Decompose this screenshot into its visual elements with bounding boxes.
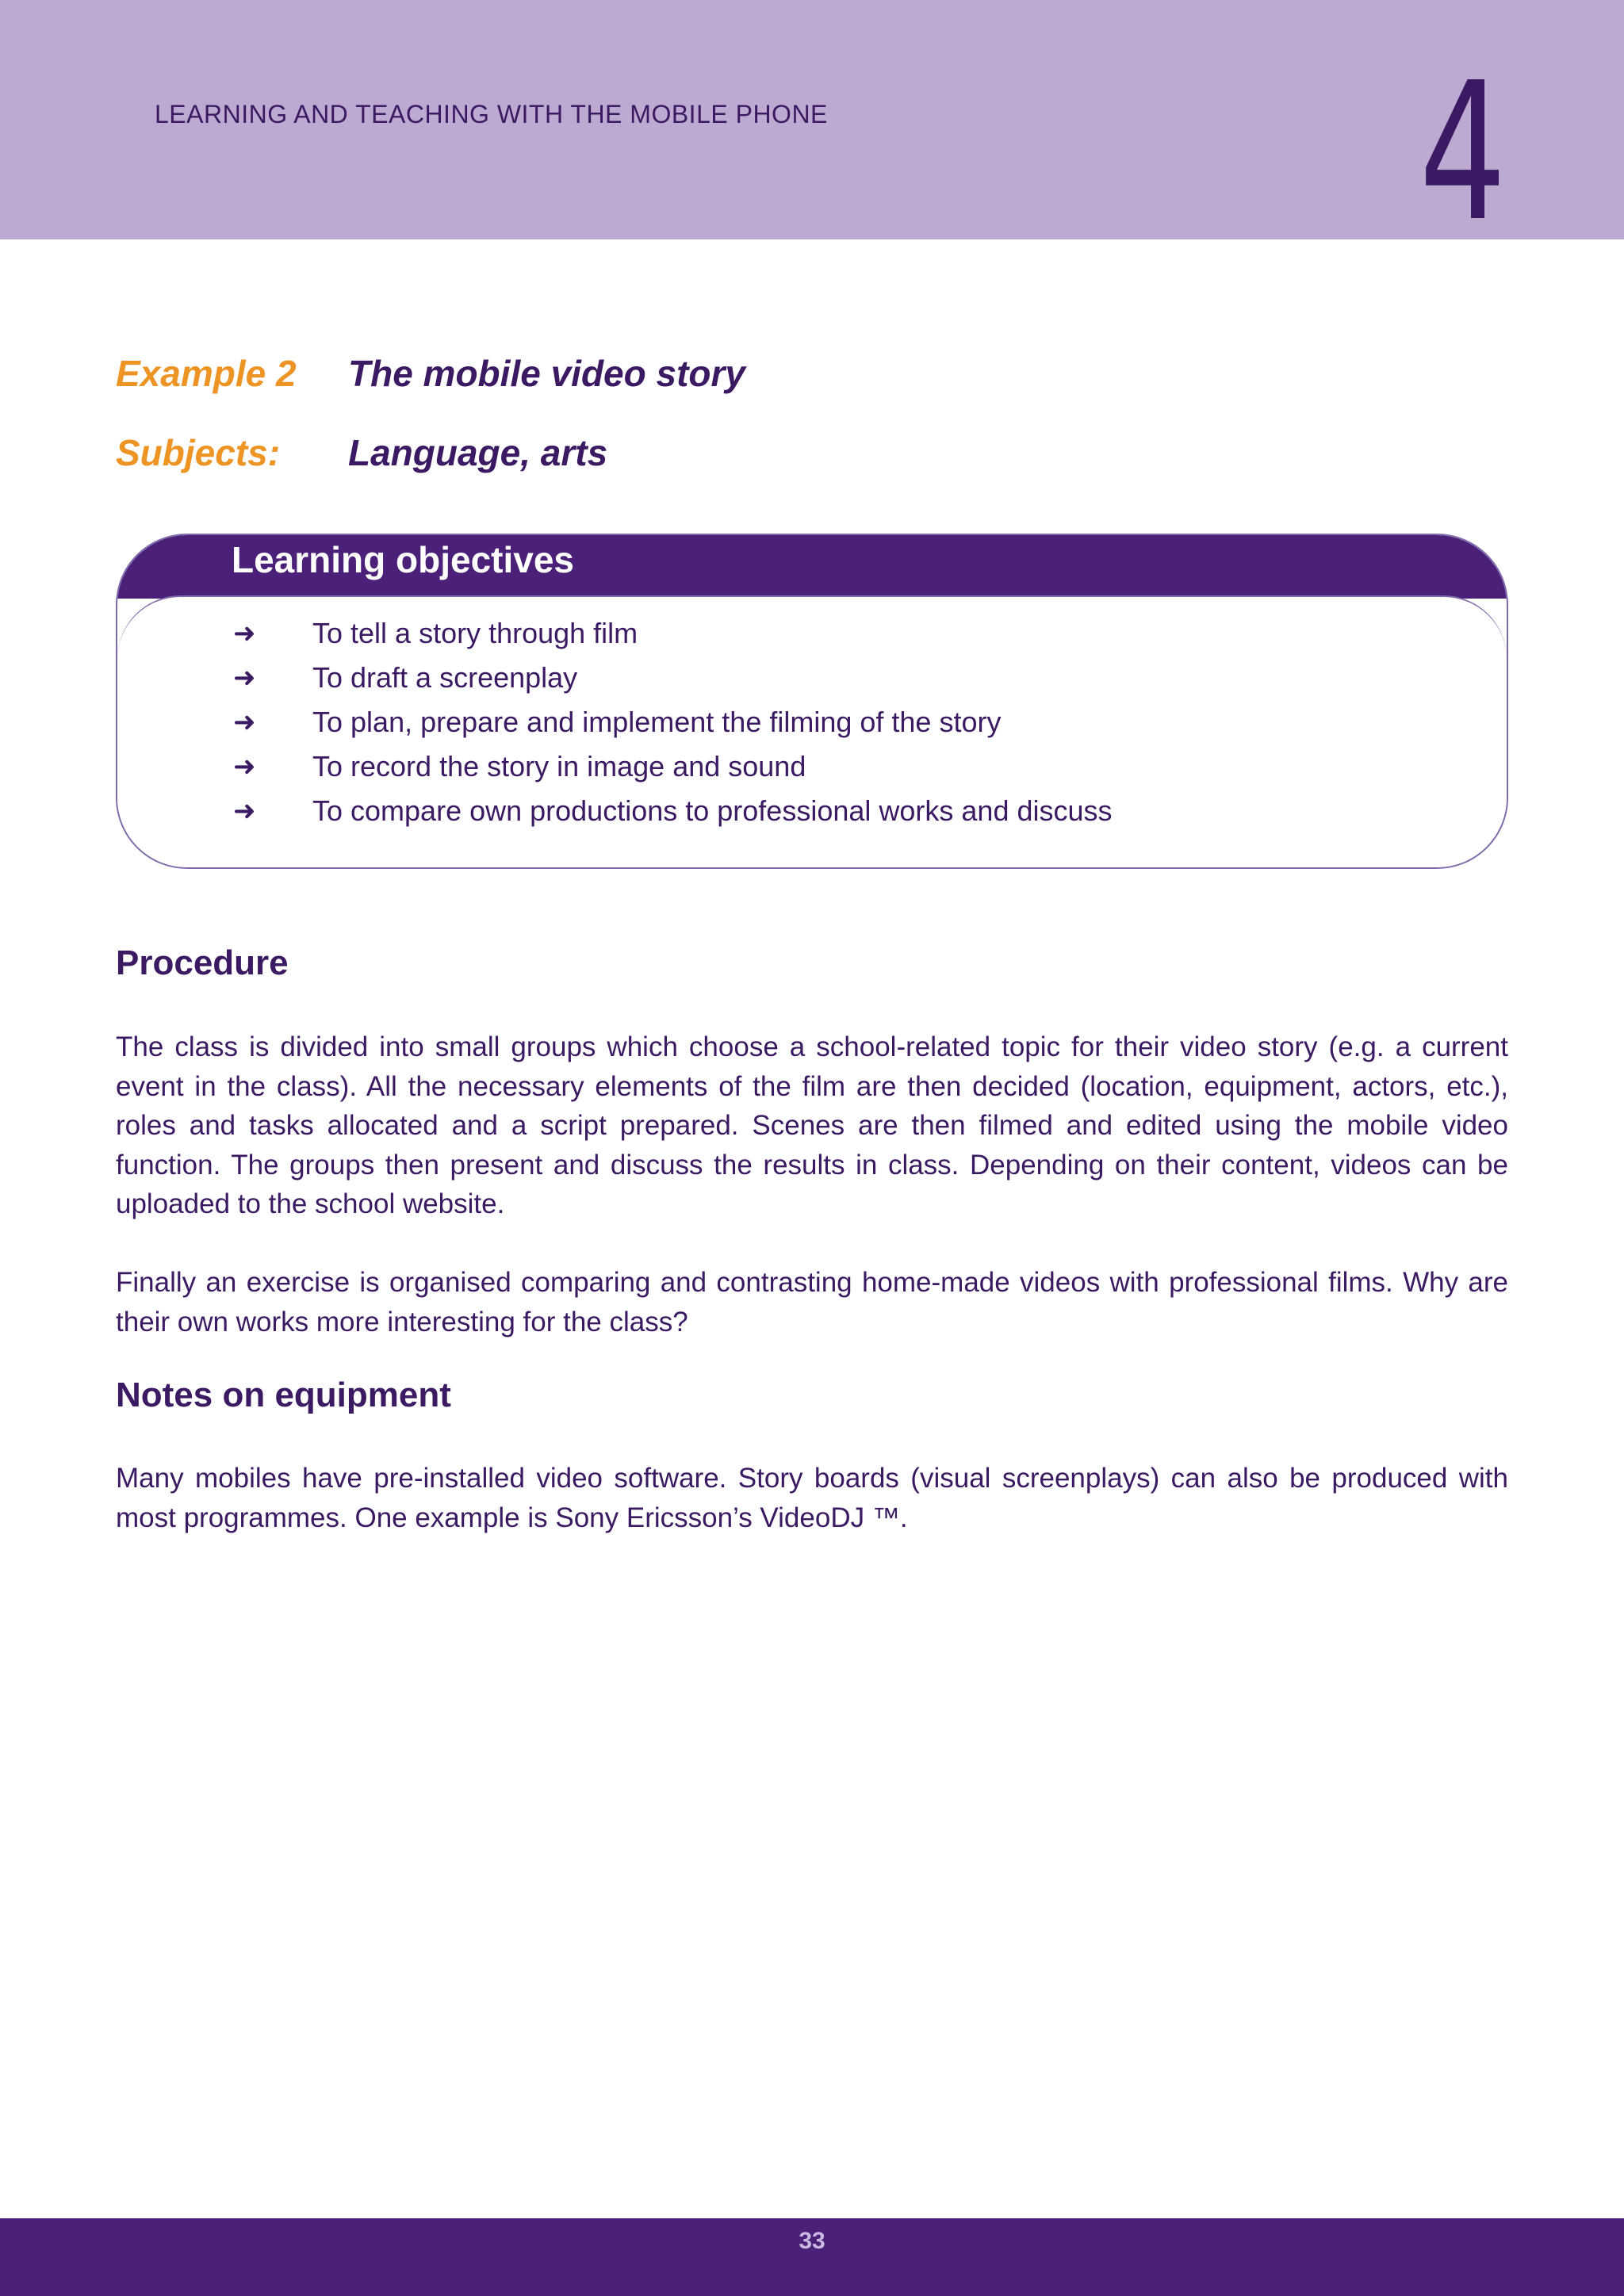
arrow-right-icon: ➜ bbox=[233, 662, 256, 694]
footer-band bbox=[0, 2218, 1624, 2296]
objective-text: To tell a story through film bbox=[312, 617, 638, 649]
list-item bbox=[233, 789, 1113, 833]
equipment-paragraph: Many mobiles have pre-installed video software. Story boards (visual screenplays) can also be produced with most programmes. One example is Sony Ericsson’s VideoDJ ™. bbox=[116, 1463, 1508, 1533]
learning-objectives-box bbox=[116, 534, 1508, 869]
subjects-label: Subjects: bbox=[116, 432, 281, 473]
list-item bbox=[233, 656, 1113, 700]
running-header-title: LEARNING AND TEACHING WITH THE MOBILE PHONE bbox=[155, 100, 828, 128]
objective-text: To plan, prepare and implement the filming of the story bbox=[312, 706, 1002, 738]
learning-objectives-list bbox=[233, 611, 1113, 833]
procedure-paragraph: The class is divided into small groups which choose a school-related topic for their video story (e.g. a current event in the class). All the necessary elements of the film are then decided (location, equipment, actors, etc.), roles and tasks allocated and a script prepared. Scenes are then filmed and edited using the mobile video function. The groups then present and discuss the results in class. Depending on their content, videos can be uploaded to the school website. bbox=[116, 1031, 1508, 1219]
arrow-right-icon: ➜ bbox=[233, 751, 256, 783]
page-number: 33 bbox=[799, 2228, 825, 2254]
procedure-paragraph: Finally an exercise is organised comparing and contrasting home-made videos with professional films. Why are their own works more interesting for the class? bbox=[116, 1267, 1508, 1337]
example-label: Example 2 bbox=[116, 353, 297, 394]
arrow-right-icon: ➜ bbox=[233, 795, 256, 827]
equipment-heading: Notes on equipment bbox=[116, 1376, 451, 1414]
arrow-right-icon: ➜ bbox=[233, 706, 256, 738]
header-band bbox=[0, 0, 1624, 263]
arrow-right-icon: ➜ bbox=[233, 618, 256, 649]
list-item bbox=[233, 611, 1113, 656]
objective-text: To draft a screenplay bbox=[312, 661, 578, 694]
objective-text: To record the story in image and sound bbox=[312, 750, 806, 783]
subjects-row bbox=[116, 431, 607, 474]
example-row bbox=[116, 352, 745, 395]
subjects-value: Language, arts bbox=[348, 432, 608, 473]
learning-objectives-title: Learning objectives bbox=[232, 539, 575, 580]
procedure-heading: Procedure bbox=[116, 943, 289, 982]
objective-text: To compare own productions to professional works and discuss bbox=[312, 794, 1113, 827]
learning-objectives-header bbox=[117, 535, 1507, 599]
list-item bbox=[233, 700, 1113, 744]
list-item bbox=[233, 744, 1113, 789]
chapter-number: 4 bbox=[1419, 41, 1507, 263]
example-title: The mobile video story bbox=[348, 353, 745, 394]
